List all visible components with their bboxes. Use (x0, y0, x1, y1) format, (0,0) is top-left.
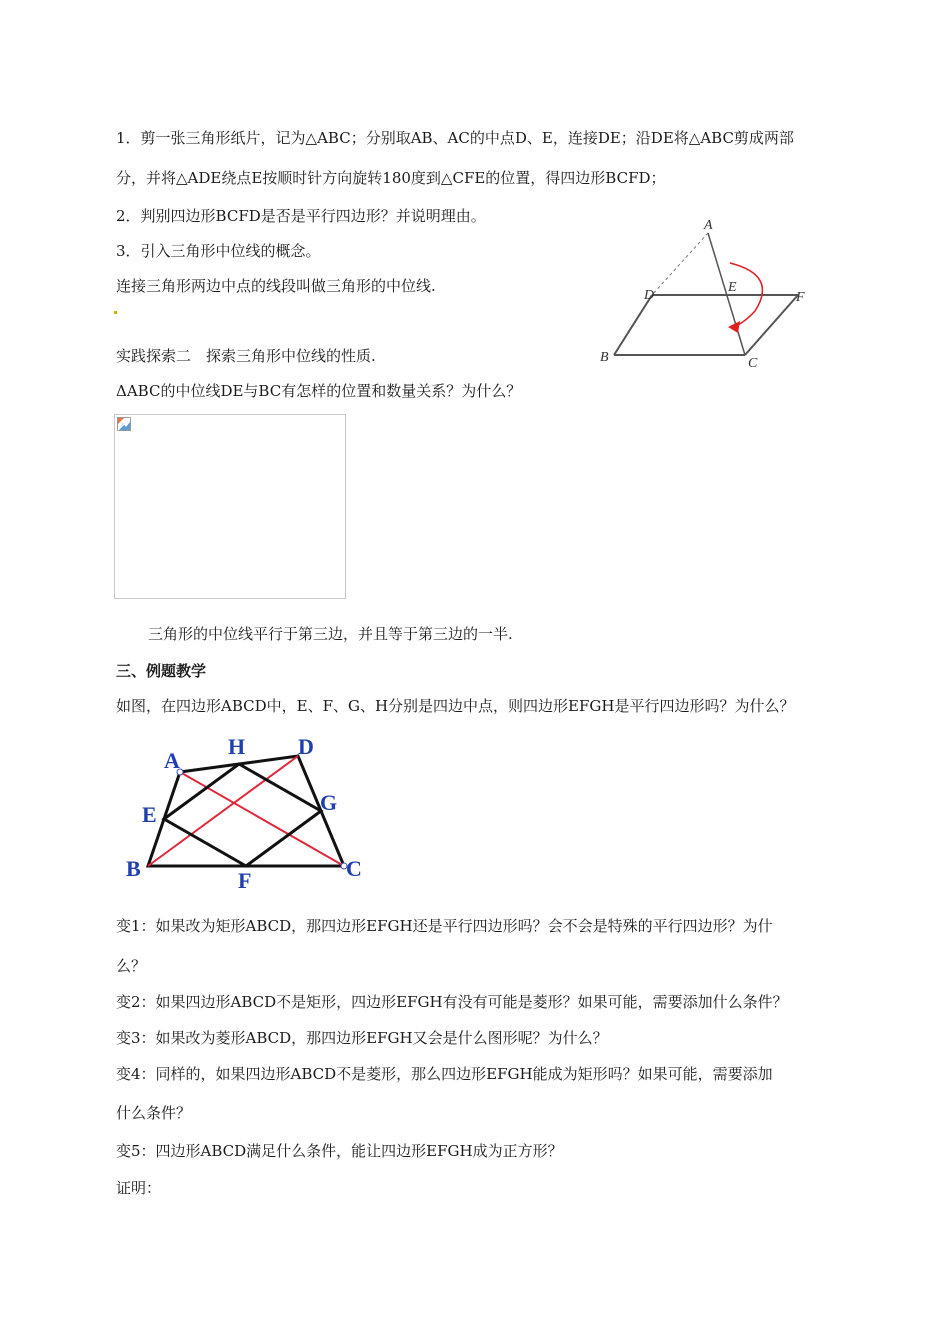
variant-1-line-1: 变1：如果改为矩形ABCD，那四边形EFGH还是平行四边形吗？会不会是特殊的平行四边形？为什 (116, 917, 773, 935)
broken-image-icon (117, 417, 131, 431)
step-3: 3．引入三角形中位线的概念。 (116, 242, 321, 260)
variant-4-line-1: 变4：同样的，如果四边形ABCD不是菱形，那么四边形EFGH能成为矩形吗？如果可能，需要添加 (116, 1065, 773, 1083)
variant-3: 变3：如果改为菱形ABCD，那四边形EFGH又会是什么图形呢？为什么？ (116, 1029, 608, 1047)
segment-db (614, 295, 652, 355)
segment-ad-dashed (652, 233, 708, 295)
label-e: E (142, 802, 157, 827)
label-c: C (748, 356, 758, 371)
proof-label: 证明： (116, 1179, 162, 1197)
variant-1-line-2: 么？ (116, 957, 147, 975)
rotation-arrowhead-icon (728, 321, 740, 333)
step-1-line-2: 分，并将△ADE绕点E按顺时针方向旋转180度到△CFE的位置，得四边形BCFD； (116, 169, 666, 187)
step-2: 2．判别四边形BCFD是否是平行四边形？并说明理由。 (116, 207, 486, 225)
label-d: D (644, 288, 655, 303)
label-h: H (228, 734, 246, 759)
variant-5: 变5：四边形ABCD满足什么条件，能让四边形EFGH成为正方形？ (116, 1142, 563, 1160)
step-1-line-1: 1．剪一张三角形纸片，记为△ABC；分别取AB、AC的中点D、E，连接DE；沿DE将△ABC剪成两部 (116, 129, 794, 147)
midline-theorem: 三角形的中位线平行于第三边，并且等于第三边的一半. (148, 625, 513, 643)
section-heading-examples: 三、例题教学 (116, 662, 207, 680)
variant-4-line-2: 什么条件？ (116, 1104, 192, 1122)
label-g: G (320, 790, 338, 815)
image-placeholder (114, 414, 346, 599)
mark-dot (114, 311, 117, 314)
explore-2-question: ΔABC的中位线DE与BC有怎样的位置和数量关系？为什么？ (116, 382, 522, 400)
label-a: A (164, 748, 180, 773)
label-c: C (346, 856, 362, 881)
segment-cf (745, 295, 798, 355)
figure-parallelogram-rotation (590, 215, 830, 375)
explore-2-title: 实践探索二 探索三角形中位线的性质. (116, 347, 376, 365)
label-d: D (298, 734, 314, 759)
label-f: F (796, 290, 805, 305)
figure-quadrilateral-midpoints (120, 730, 370, 893)
diagonal-ac (180, 772, 344, 866)
label-a: A (704, 218, 713, 233)
variant-2: 变2：如果四边形ABCD不是矩形，四边形EFGH有没有可能是菱形？如果可能，需要添加什么条件？ (116, 993, 788, 1011)
label-f: F (238, 868, 252, 893)
example-question: 如图，在四边形ABCD中，E、F、G、H分别是四边中点，则四边形EFGH是平行四边形吗？为什么？ (116, 697, 795, 715)
quadrilateral-efgh (164, 764, 321, 866)
label-b: B (126, 856, 141, 881)
label-e: E (728, 280, 737, 295)
midline-definition: 连接三角形两边中点的线段叫做三角形的中位线. (116, 277, 436, 295)
label-b: B (600, 350, 609, 365)
